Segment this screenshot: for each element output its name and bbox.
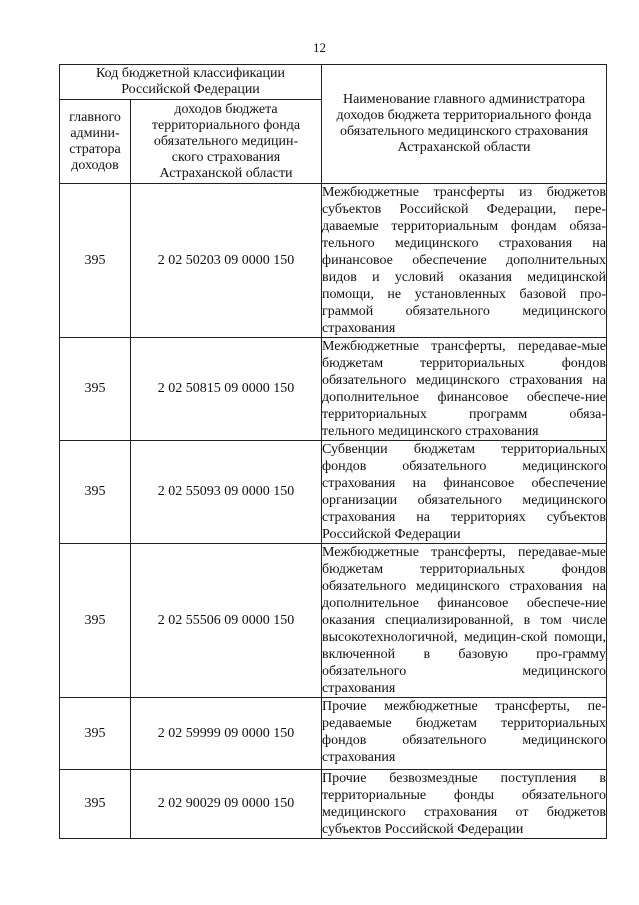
budget-code-cell: 2 02 55093 09 0000 150	[131, 441, 322, 544]
table-row	[60, 698, 607, 770]
description-cell	[322, 338, 607, 441]
description-last-line: страхования	[322, 681, 396, 696]
budget-classification-table	[59, 64, 607, 839]
table-row	[60, 338, 607, 441]
description-cell	[322, 698, 607, 770]
budget-code-cell: 2 02 50203 09 0000 150	[131, 184, 322, 338]
admin-code-cell: 395	[60, 184, 131, 338]
description-last-line: страхования	[322, 321, 396, 336]
table-row	[60, 544, 607, 698]
description-cell	[322, 770, 607, 839]
description-text: Межбюджетные трансферты из бюджетов субъектов Российской Федерации, пере-даваемые территориальным фондам обяза-тельного медицинского страхования на финансовое обеспечение дополнительных видов и условий оказания медицинской помощи, не установленных базовой про-граммой обязательного медицинского	[322, 185, 607, 319]
table-row	[60, 184, 607, 338]
description-cell	[322, 544, 607, 698]
admin-column-header: главного админи-стратора доходов	[60, 100, 131, 184]
budget-code-cell: 2 02 59999 09 0000 150	[131, 698, 322, 770]
description-text: Прочие безвозмездные поступления в территориальные фонды обязательного медицинского страхования от бюджетов	[322, 771, 607, 820]
table-row	[60, 770, 607, 839]
budget-code-cell: 2 02 55506 09 0000 150	[131, 544, 322, 698]
code-group-header: Код бюджетной классификации Российской Федерации	[60, 65, 322, 100]
description-cell	[322, 441, 607, 544]
description-cell	[322, 184, 607, 338]
admin-code-cell: 395	[60, 338, 131, 441]
admin-code-cell: 395	[60, 441, 131, 544]
description-text: Прочие межбюджетные трансферты, пе-редаваемые бюджетам территориальных фондов обязательного медицинского	[322, 699, 607, 748]
page-number: 12	[313, 40, 326, 55]
description-last-line: страхования	[322, 750, 396, 765]
admin-code-cell: 395	[60, 544, 131, 698]
name-column-header: Наименование главного администратора доходов бюджета территориального фонда обязательного медицинского страхования Астраханской области	[322, 65, 607, 184]
budget-code-cell: 2 02 50815 09 0000 150	[131, 338, 322, 441]
header-row-top	[60, 65, 607, 100]
budget-code-cell: 2 02 90029 09 0000 150	[131, 770, 322, 839]
description-text: Субвенции бюджетам территориальных фондов обязательного медицинского страхования на финансовое обеспечение организации обязательного медицинского страхования на территориях субъектов	[322, 442, 607, 525]
income-column-header: доходов бюджета территориального фонда обязательного медицин-ского страхования Астраханской области	[131, 100, 322, 184]
admin-code-cell: 395	[60, 698, 131, 770]
description-text: Межбюджетные трансферты, передавае-мые бюджетам территориальных фондов обязательного медицинского страхования на дополнительное финансовое обеспече-ние территориальных программ обяза-	[322, 339, 607, 422]
description-text: Межбюджетные трансферты, передавае-мые бюджетам территориальных фондов обязательного медицинского страхования на дополнительное финансовое обеспече-ние оказания специализированной, в том числе высокотехнологичной, медицин-ской помощи, включенной в базовую про-грамму обязательного медицинского	[322, 545, 607, 679]
description-last-line: субъектов Российской Федерации	[322, 822, 524, 837]
admin-code-cell: 395	[60, 770, 131, 839]
description-last-line: Российской Федерации	[322, 527, 461, 542]
table-row	[60, 441, 607, 544]
description-last-line: тельного медицинского страхования	[322, 424, 539, 439]
